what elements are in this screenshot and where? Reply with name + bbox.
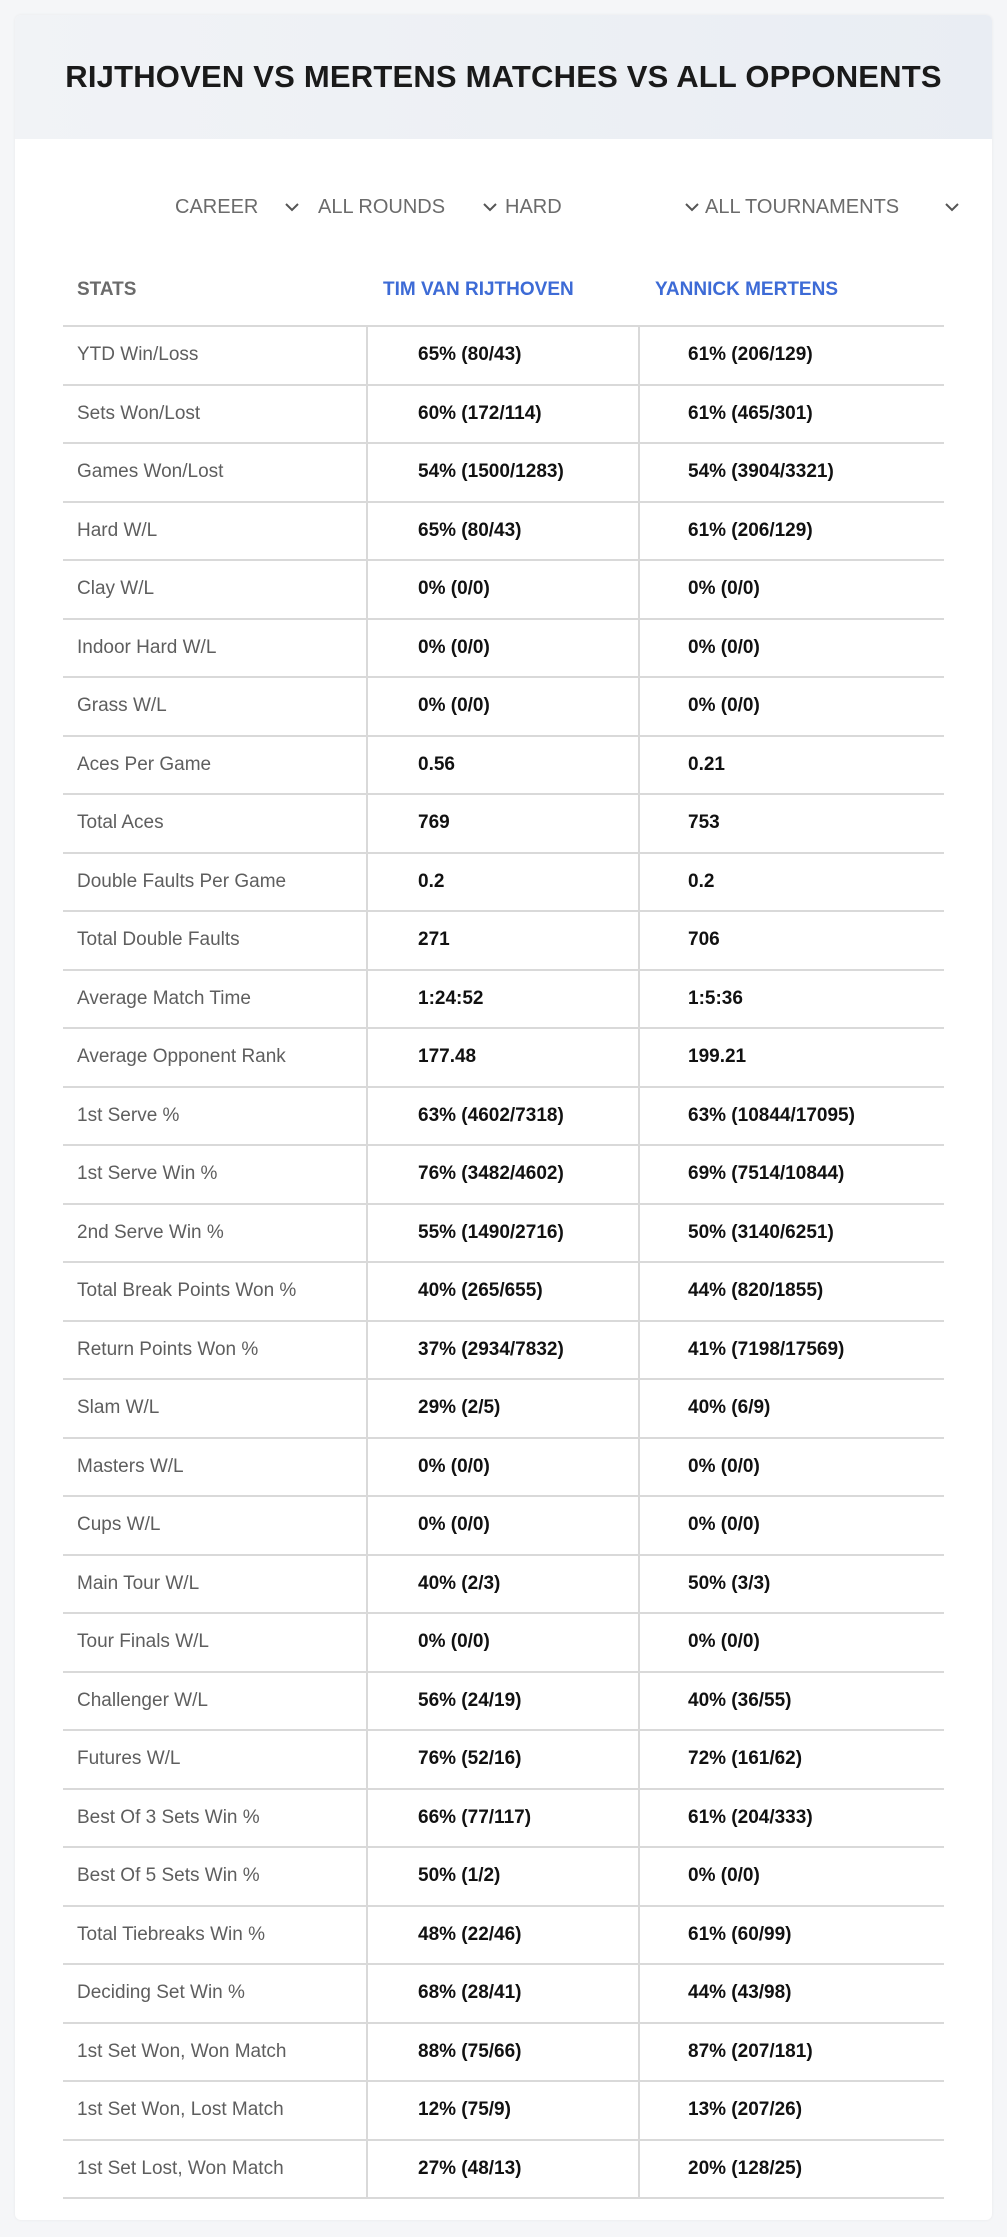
player1-value: 56% (24/19): [368, 1673, 640, 1730]
player2-value: 0.2: [688, 870, 715, 892]
player1-value: 37% (2934/7832): [368, 1322, 640, 1379]
player1-value: 65% (80/43): [368, 503, 640, 560]
stat-label: Average Opponent Rank: [63, 1029, 368, 1086]
table-row: [63, 1439, 944, 1498]
stat-label: Futures W/L: [63, 1731, 368, 1788]
player2-value: 87% (207/181): [688, 2040, 813, 2062]
player2-value: 44% (43/98): [688, 1982, 792, 2004]
table-row: [63, 1790, 944, 1849]
stat-label: Total Tiebreaks Win %: [63, 1907, 368, 1964]
player1-value: 769: [368, 795, 640, 852]
stat-label: Double Faults Per Game: [63, 854, 368, 911]
stat-label: Masters W/L: [63, 1439, 368, 1496]
stat-label: Grass W/L: [63, 678, 368, 735]
filter-bar: [15, 187, 992, 227]
stat-label: Clay W/L: [63, 561, 368, 618]
player2-value: 1:5:36: [688, 987, 743, 1009]
table-row: [63, 678, 944, 737]
player1-value: 50% (1/2): [368, 1848, 640, 1905]
table-row: [63, 2141, 944, 2200]
stat-label: Aces Per Game: [63, 737, 368, 794]
player2-value: 40% (6/9): [688, 1397, 771, 1419]
player1-value: 271: [368, 912, 640, 969]
player1-value: 1:24:52: [368, 971, 640, 1028]
filter-label: HARD: [505, 195, 562, 218]
stat-label: Total Aces: [63, 795, 368, 852]
player1-value: 65% (80/43): [368, 327, 640, 384]
player2-value: 61% (206/129): [688, 519, 813, 541]
stat-label: YTD Win/Loss: [63, 327, 368, 384]
player2-value: 61% (465/301): [688, 402, 813, 424]
player2-value: 50% (3140/6251): [688, 1221, 834, 1243]
player1-value: 68% (28/41): [368, 1965, 640, 2022]
stat-label: Deciding Set Win %: [63, 1965, 368, 2022]
stat-label: 1st Serve %: [63, 1088, 368, 1145]
column-header-player2[interactable]: YANNICK MERTENS: [655, 279, 838, 300]
player2-value: 0% (0/0): [688, 1455, 760, 1477]
player2-value: 72% (161/62): [688, 1748, 803, 1770]
player1-value: 76% (52/16): [368, 1731, 640, 1788]
table-row: [63, 1673, 944, 1732]
chevron-down-icon: [684, 199, 700, 215]
table-row: [63, 620, 944, 679]
table-row: [63, 912, 944, 971]
table-row: [63, 1146, 944, 1205]
table-row: [63, 1263, 944, 1322]
player2-value: 706: [688, 929, 720, 951]
player2-value: 13% (207/26): [688, 2099, 803, 2121]
player2-value: 44% (820/1855): [688, 1280, 824, 1302]
player2-value: 20% (128/25): [688, 2157, 803, 2179]
player1-value: 177.48: [368, 1029, 640, 1086]
stats-card: [15, 15, 992, 2220]
table-row: [63, 2082, 944, 2141]
player2-value: 0.21: [688, 753, 725, 775]
player1-value: 0% (0/0): [368, 678, 640, 735]
player2-value: 0% (0/0): [688, 1865, 760, 1887]
stat-label: 2nd Serve Win %: [63, 1205, 368, 1262]
stat-label: Sets Won/Lost: [63, 386, 368, 443]
stat-label: Return Points Won %: [63, 1322, 368, 1379]
stat-label: Games Won/Lost: [63, 444, 368, 501]
table-row: [63, 503, 944, 562]
table-row: [63, 795, 944, 854]
player2-value: 753: [688, 812, 720, 834]
table-row: [63, 1614, 944, 1673]
table-row: [63, 1088, 944, 1147]
player1-value: 12% (75/9): [368, 2082, 640, 2139]
stat-label: Hard W/L: [63, 503, 368, 560]
table-row: [63, 1965, 944, 2024]
player1-value: 63% (4602/7318): [368, 1088, 640, 1145]
player2-value: 69% (7514/10844): [688, 1163, 845, 1185]
player1-value: 40% (2/3): [368, 1556, 640, 1613]
filter-label: ALL ROUNDS: [318, 195, 446, 218]
filter-tournaments-select[interactable]: [705, 187, 960, 227]
stat-label: 1st Set Won, Lost Match: [63, 2082, 368, 2139]
player1-value: 0.2: [368, 854, 640, 911]
table-row: [63, 1731, 944, 1790]
table-row: [63, 1322, 944, 1381]
stat-label: Total Break Points Won %: [63, 1263, 368, 1320]
player2-value: 0% (0/0): [688, 636, 760, 658]
filter-label: CAREER: [175, 195, 259, 218]
stat-label: Cups W/L: [63, 1497, 368, 1554]
table-row: [63, 1380, 944, 1439]
table-row: [63, 2024, 944, 2083]
player2-value: 61% (206/129): [688, 344, 813, 366]
filter-rounds-select[interactable]: [318, 187, 498, 227]
player2-value: 199.21: [688, 1046, 747, 1068]
player2-value: 0% (0/0): [688, 578, 760, 600]
player1-value: 0% (0/0): [368, 1439, 640, 1496]
stat-label: Best Of 5 Sets Win %: [63, 1848, 368, 1905]
player2-value: 0% (0/0): [688, 1631, 760, 1653]
player2-value: 61% (60/99): [688, 1923, 792, 1945]
stat-label: Main Tour W/L: [63, 1556, 368, 1613]
player1-value: 29% (2/5): [368, 1380, 640, 1437]
player1-value: 66% (77/117): [368, 1790, 640, 1847]
player2-value: 0% (0/0): [688, 695, 760, 717]
player1-value: 0% (0/0): [368, 561, 640, 618]
card-header: [15, 15, 992, 139]
table-body: [63, 327, 944, 2199]
table-row: [63, 971, 944, 1030]
player2-value: 40% (36/55): [688, 1689, 792, 1711]
table-row: [63, 1556, 944, 1615]
player2-value: 0% (0/0): [688, 1514, 760, 1536]
table-row: [63, 1205, 944, 1264]
table-row: [63, 1848, 944, 1907]
chevron-down-icon: [482, 199, 498, 215]
player1-value: 48% (22/46): [368, 1907, 640, 1964]
table-row: [63, 854, 944, 913]
player1-value: 55% (1490/2716): [368, 1205, 640, 1262]
filter-surface-select[interactable]: [505, 187, 700, 227]
column-header-player1[interactable]: TIM VAN RIJTHOVEN: [383, 279, 574, 300]
stat-label: 1st Serve Win %: [63, 1146, 368, 1203]
player2-value: 41% (7198/17569): [688, 1338, 845, 1360]
chevron-down-icon: [944, 199, 960, 215]
filter-label: ALL TOURNAMENTS: [705, 195, 900, 218]
player1-value: 0% (0/0): [368, 1497, 640, 1554]
table-row: [63, 1497, 944, 1556]
player1-value: 0% (0/0): [368, 620, 640, 677]
player2-value: 63% (10844/17095): [688, 1104, 855, 1126]
chevron-down-icon: [284, 199, 300, 215]
player1-value: 40% (265/655): [368, 1263, 640, 1320]
stat-label: 1st Set Lost, Won Match: [63, 2141, 368, 2198]
stat-label: 1st Set Won, Won Match: [63, 2024, 368, 2081]
table-row: [63, 444, 944, 503]
stat-label: Total Double Faults: [63, 912, 368, 969]
table-row: [63, 1907, 944, 1966]
table-row: [63, 327, 944, 386]
table-header: [63, 255, 944, 327]
stats-table: [63, 255, 944, 2199]
stat-label: Indoor Hard W/L: [63, 620, 368, 677]
table-row: [63, 737, 944, 796]
filter-career-select[interactable]: [175, 187, 300, 227]
stat-label: Challenger W/L: [63, 1673, 368, 1730]
player1-value: 54% (1500/1283): [368, 444, 640, 501]
table-row: [63, 386, 944, 445]
player2-value: 61% (204/333): [688, 1806, 813, 1828]
player1-value: 76% (3482/4602): [368, 1146, 640, 1203]
player1-value: 88% (75/66): [368, 2024, 640, 2081]
table-row: [63, 1029, 944, 1088]
stat-label: Average Match Time: [63, 971, 368, 1028]
table-row: [63, 561, 944, 620]
page-title: RIJTHOVEN VS MERTENS MATCHES VS ALL OPPONENTS: [65, 59, 942, 94]
stat-label: Tour Finals W/L: [63, 1614, 368, 1671]
player1-value: 0.56: [368, 737, 640, 794]
player1-value: 0% (0/0): [368, 1614, 640, 1671]
player2-value: 50% (3/3): [688, 1572, 771, 1594]
player2-value: 54% (3904/3321): [688, 461, 834, 483]
stat-label: Best Of 3 Sets Win %: [63, 1790, 368, 1847]
column-header-stats: STATS: [77, 279, 137, 300]
player1-value: 60% (172/114): [368, 386, 640, 443]
player1-value: 27% (48/13): [368, 2141, 640, 2198]
stat-label: Slam W/L: [63, 1380, 368, 1437]
